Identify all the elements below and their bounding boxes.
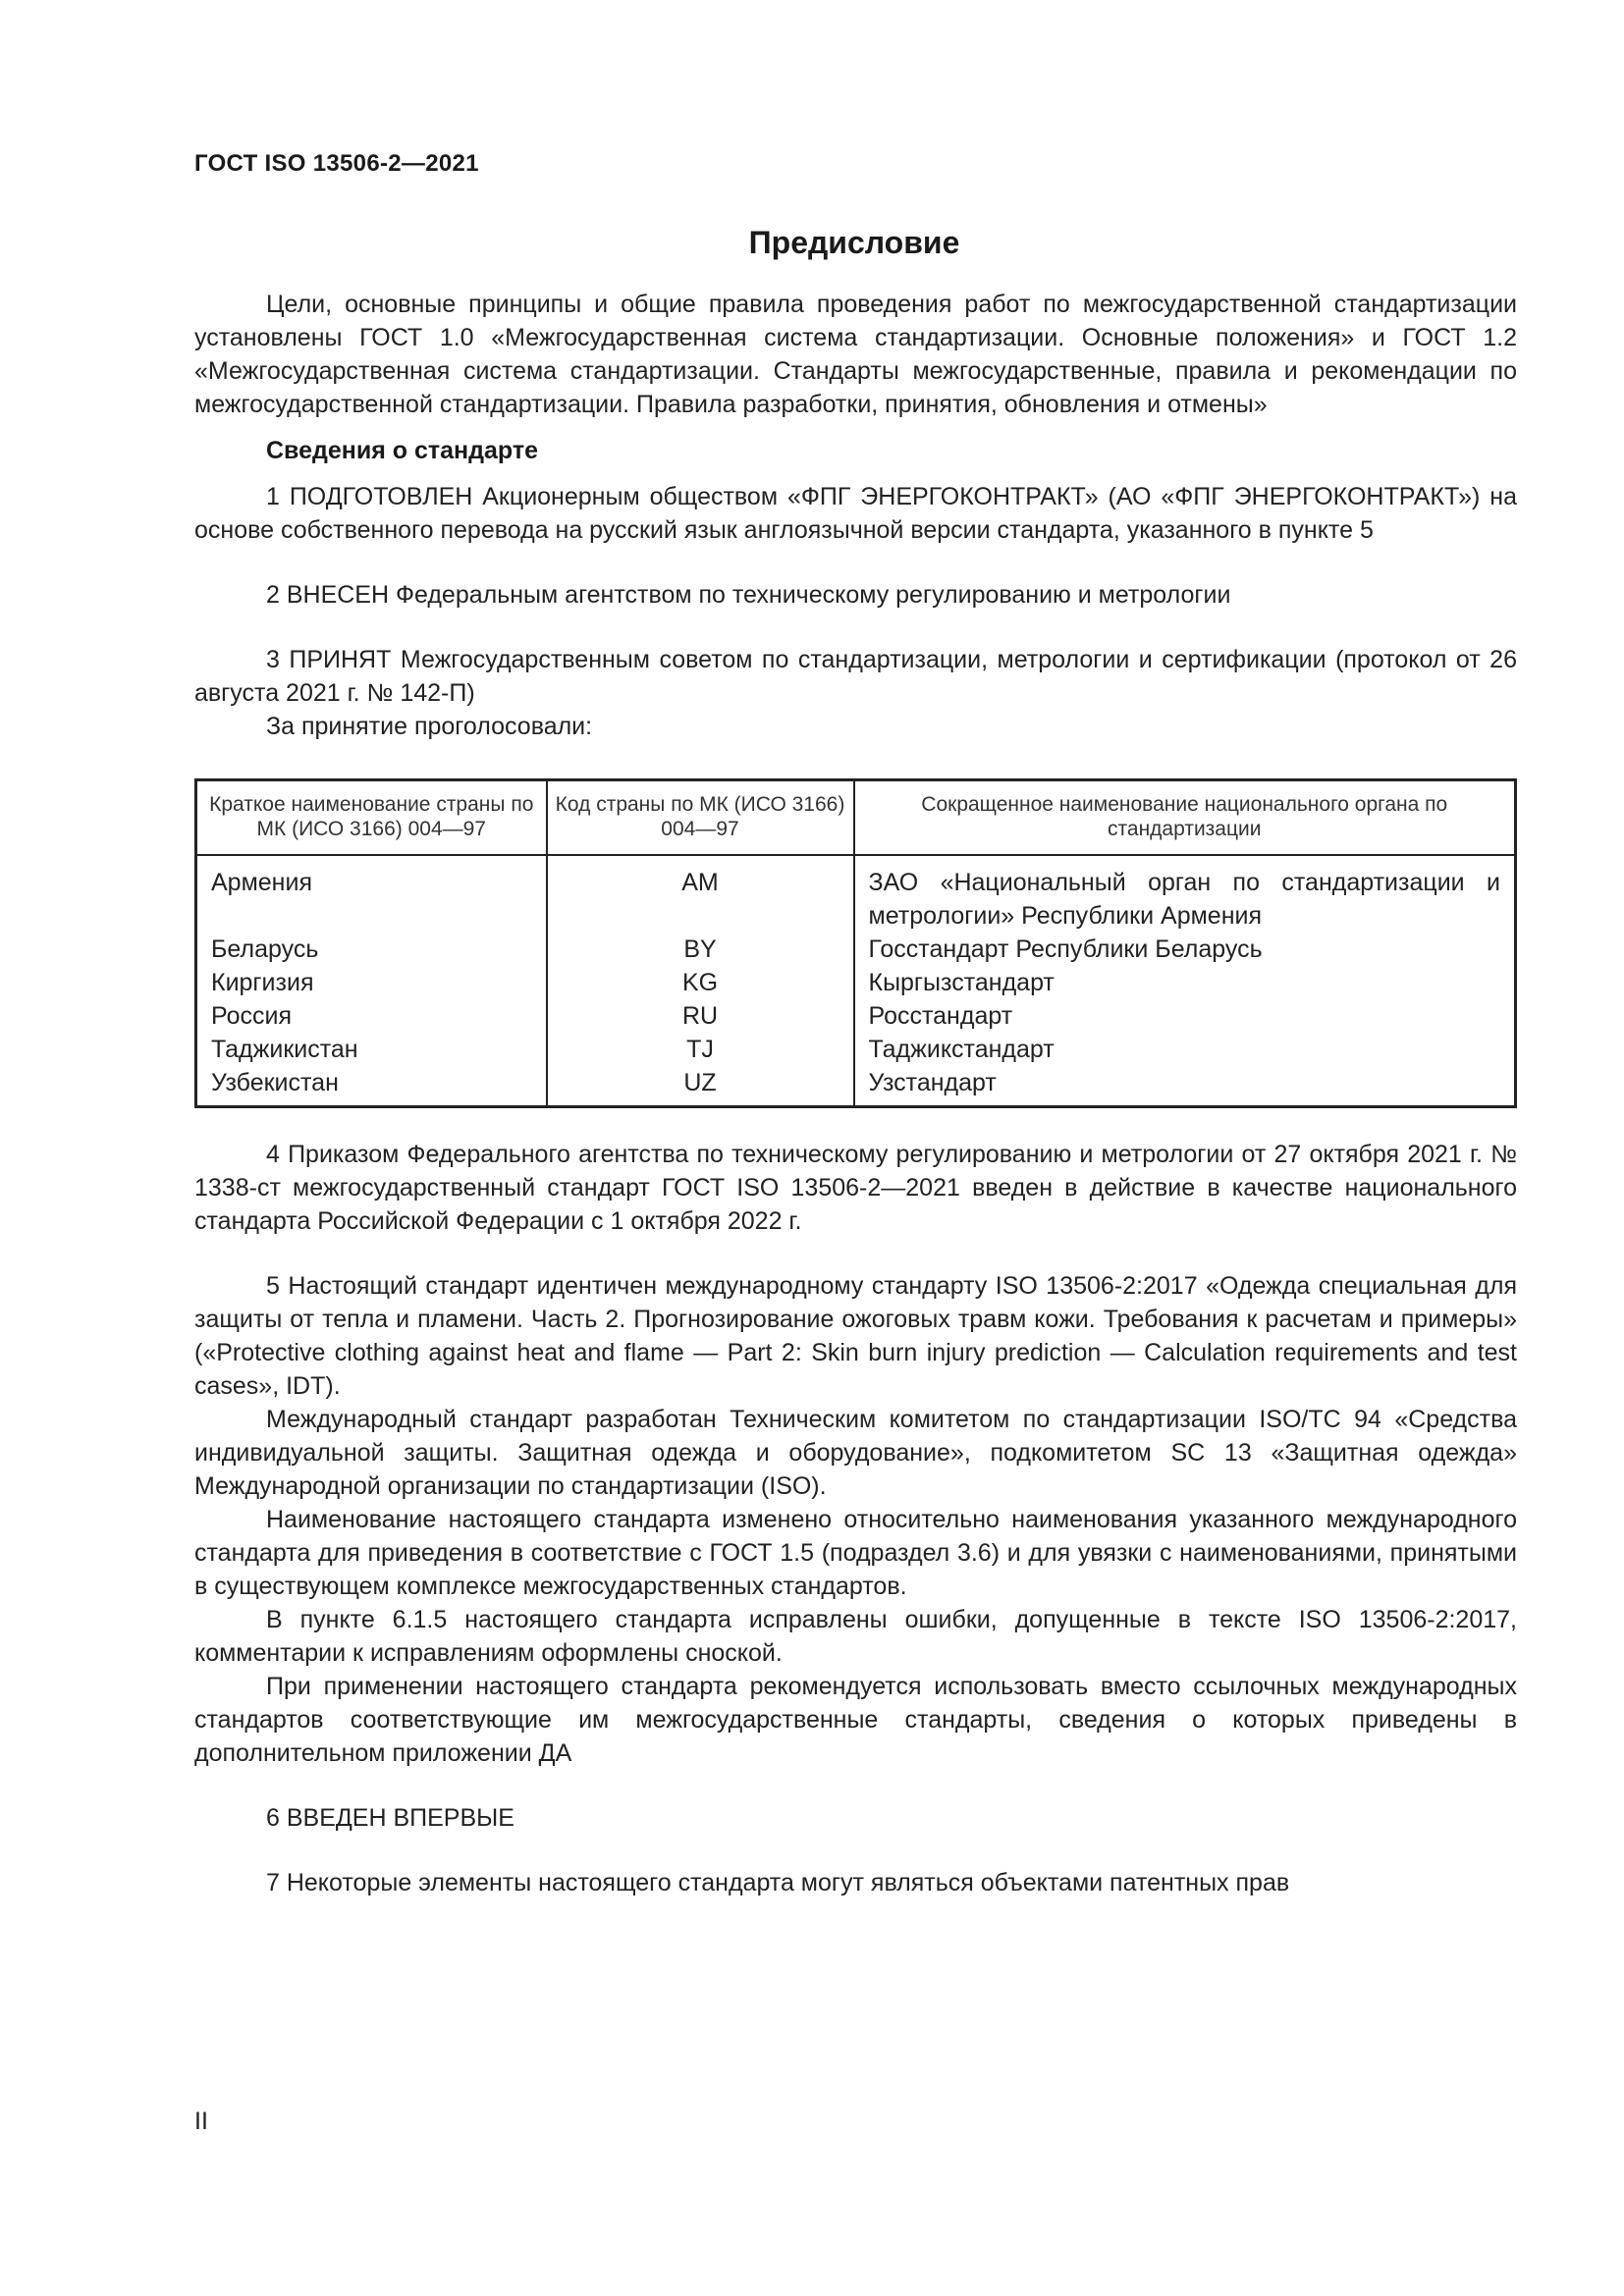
table-row	[196, 1066, 1516, 1107]
table-row	[196, 966, 1516, 999]
country-cell: Россия	[196, 999, 547, 1033]
org-cell: Узстандарт	[854, 1066, 1516, 1107]
item-5-paragraph: 5 Настоящий стандарт идентичен международному стандарту ISO 13506-2:2017 «Одежда специальная для защиты от тепла и пламени. Часть 2. Прогнозирование ожоговых травм кожи. Требования к расчетам и примеры» («Protective clothing against heat and flame — Part 2: Skin burn injury prediction — Calculation requirements and test cases», IDT).	[194, 1272, 1517, 1400]
item-5-references-paragraph: При применении настоящего стандарта рекомендуется использовать вместо ссылочных международных стандартов соответствующие им межгосударственные стандарты, сведения о которых приведены в дополнительном приложении ДА	[194, 1673, 1517, 1767]
page-number: II	[194, 2108, 208, 2135]
item-2-paragraph: 2 ВНЕСЕН Федеральным агентством по техническому регулированию и метрологии	[266, 581, 1231, 609]
country-cell: Таджикистан	[196, 1033, 547, 1066]
country-cell: Узбекистан	[196, 1066, 547, 1107]
code-cell: UZ	[547, 1066, 854, 1107]
country-code-column-header: Код страны по МК (ИСО 3166) 004—97	[547, 780, 854, 856]
voting-countries-table	[194, 778, 1517, 1108]
intro-paragraph: Цели, основные принципы и общие правила проведения работ по межгосударственной стандартизации установлены ГОСТ 1.0 «Межгосударственная система стандартизации. Основные положения» и ГОСТ 1.2 «Межгосударственная система стандартизации. Стандарты межгосударственные, правила и рекомендации по межгосударственной стандартизации. Правила разработки, принятия, обновления и отмены»	[194, 291, 1517, 418]
item-5-corrections-paragraph: В пункте 6.1.5 настоящего стандарта исправлены ошибки, допущенные в тексте ISO 13506-2:2017, комментарии к исправлениям оформлены сноской.	[194, 1606, 1517, 1667]
country-name-column-header: Краткое наименование страны по МК (ИСО 3166) 004—97	[196, 780, 547, 856]
code-cell: AM	[547, 855, 854, 933]
item-3-voted-line: За принятие проголосовали:	[266, 713, 593, 740]
table-row	[196, 1033, 1516, 1066]
item-5-committee-paragraph: Международный стандарт разработан Техническим комитетом по стандартизации ISO/TC 94 «Средства индивидуальной защиты. Защитная одежда и оборудование», подкомитетом SC 13 «Защитная одежда» Международной организации по стандартизации (ISO).	[194, 1406, 1517, 1500]
page-title: Предисловие	[748, 225, 960, 260]
document-code-header: ГОСТ ISO 13506-2—2021	[194, 150, 479, 177]
org-cell: ЗАО «Национальный орган по стандартизации и метрологии» Республики Армения	[854, 855, 1516, 933]
org-cell: Кыргызстандарт	[854, 966, 1516, 999]
item-6-paragraph: 6 ВВЕДЕН ВПЕРВЫЕ	[266, 1804, 514, 1832]
code-cell: BY	[547, 933, 854, 966]
country-cell: Беларусь	[196, 933, 547, 966]
org-cell: Таджикстандарт	[854, 1033, 1516, 1066]
item-7-paragraph: 7 Некоторые элементы настоящего стандарта могут являться объектами патентных прав	[266, 1869, 1290, 1896]
document-body	[194, 288, 1517, 1899]
table-row	[196, 933, 1516, 966]
table-header-row	[196, 780, 1516, 856]
code-cell: RU	[547, 999, 854, 1033]
item-1-paragraph: 1 ПОДГОТОВЛЕН Акционерным обществом «ФПГ ЭНЕРГОКОНТРАКТ» (АО «ФПГ ЭНЕРГОКОНТРАКТ») на основе собственного перевода на русский язык англоязычной версии стандарта, указанного в пункте 5	[194, 483, 1517, 544]
org-cell: Росстандарт	[854, 999, 1516, 1033]
national-body-column-header: Сокращенное наименование национального органа по стандартизации	[854, 780, 1516, 856]
item-3-paragraph: 3 ПРИНЯТ Межгосударственным советом по стандартизации, метрологии и сертификации (протокол от 26 августа 2021 г. № 142-П)	[194, 646, 1517, 707]
code-cell: KG	[547, 966, 854, 999]
country-cell: Армения	[196, 855, 547, 933]
table-row	[196, 999, 1516, 1033]
info-heading: Сведения о стандарте	[266, 437, 539, 464]
item-5-title-change-paragraph: Наименование настоящего стандарта изменено относительно наименования указанного международного стандарта для приведения в соответствие с ГОСТ 1.5 (подраздел 3.6) и для увязки с наименованиями, принятыми в существующем комплексе межгосударственных стандартов.	[194, 1506, 1517, 1600]
table-row	[196, 855, 1516, 933]
code-cell: TJ	[547, 1033, 854, 1066]
country-cell: Киргизия	[196, 966, 547, 999]
item-4-paragraph: 4 Приказом Федерального агентства по техническому регулированию и метрологии от 27 октября 2021 г. № 1338-ст межгосударственный стандарт ГОСТ ISO 13506-2—2021 введен в действие в качестве национального стандарта Российской Федерации с 1 октября 2022 г.	[194, 1141, 1517, 1235]
org-cell: Госстандарт Республики Беларусь	[854, 933, 1516, 966]
